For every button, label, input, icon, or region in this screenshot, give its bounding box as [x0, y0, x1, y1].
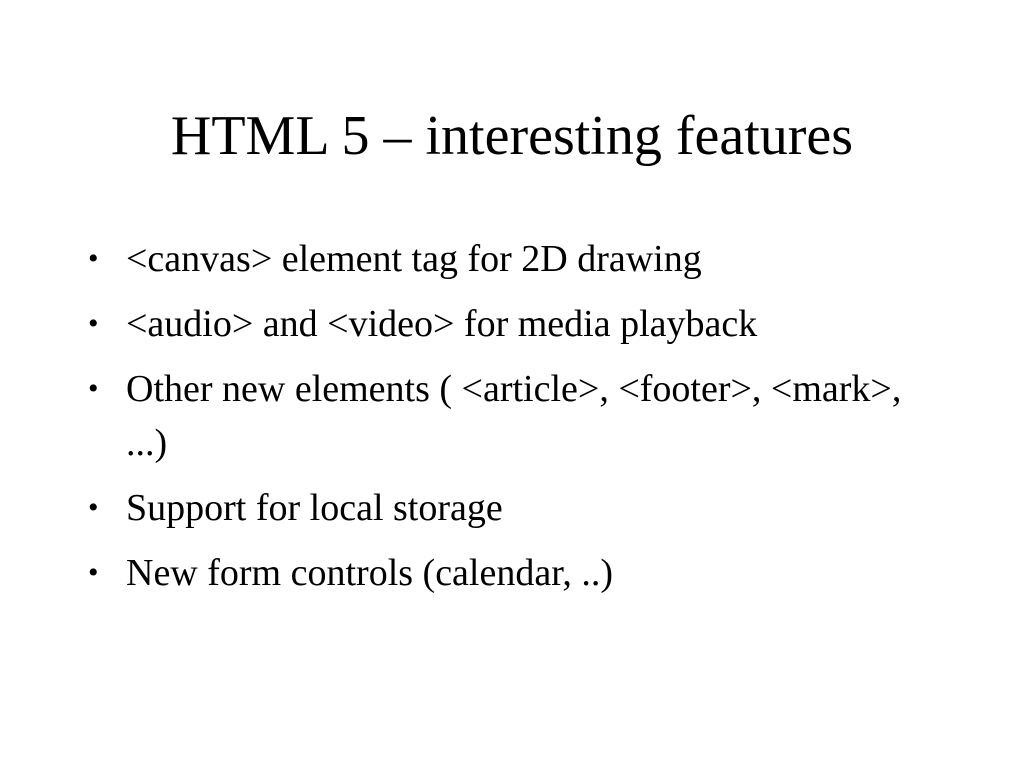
bullet-list [88, 232, 948, 611]
bullet-item [88, 546, 948, 600]
bullet-text: <canvas> element tag for 2D drawing [126, 238, 702, 280]
slide-title: HTML 5 – interesting features [170, 105, 854, 167]
bullet-dot-icon: • [88, 491, 99, 524]
bullet-item [88, 232, 948, 286]
bullet-dot-icon: • [88, 242, 99, 275]
bullet-item [88, 297, 948, 351]
bullet-text: <audio> and <video> for media playback [126, 303, 758, 345]
bullet-text: Support for local storage [126, 487, 503, 529]
bullet-text: New form controls (calendar, ..) [126, 552, 614, 594]
bullet-dot-icon: • [88, 556, 99, 589]
bullet-item [88, 362, 948, 470]
bullet-dot-icon: • [88, 307, 99, 340]
bullet-text: Other new elements ( <article>, <footer>, <mark>, ...) [126, 368, 902, 464]
bullet-dot-icon: • [88, 372, 99, 405]
bullet-item [88, 481, 948, 535]
